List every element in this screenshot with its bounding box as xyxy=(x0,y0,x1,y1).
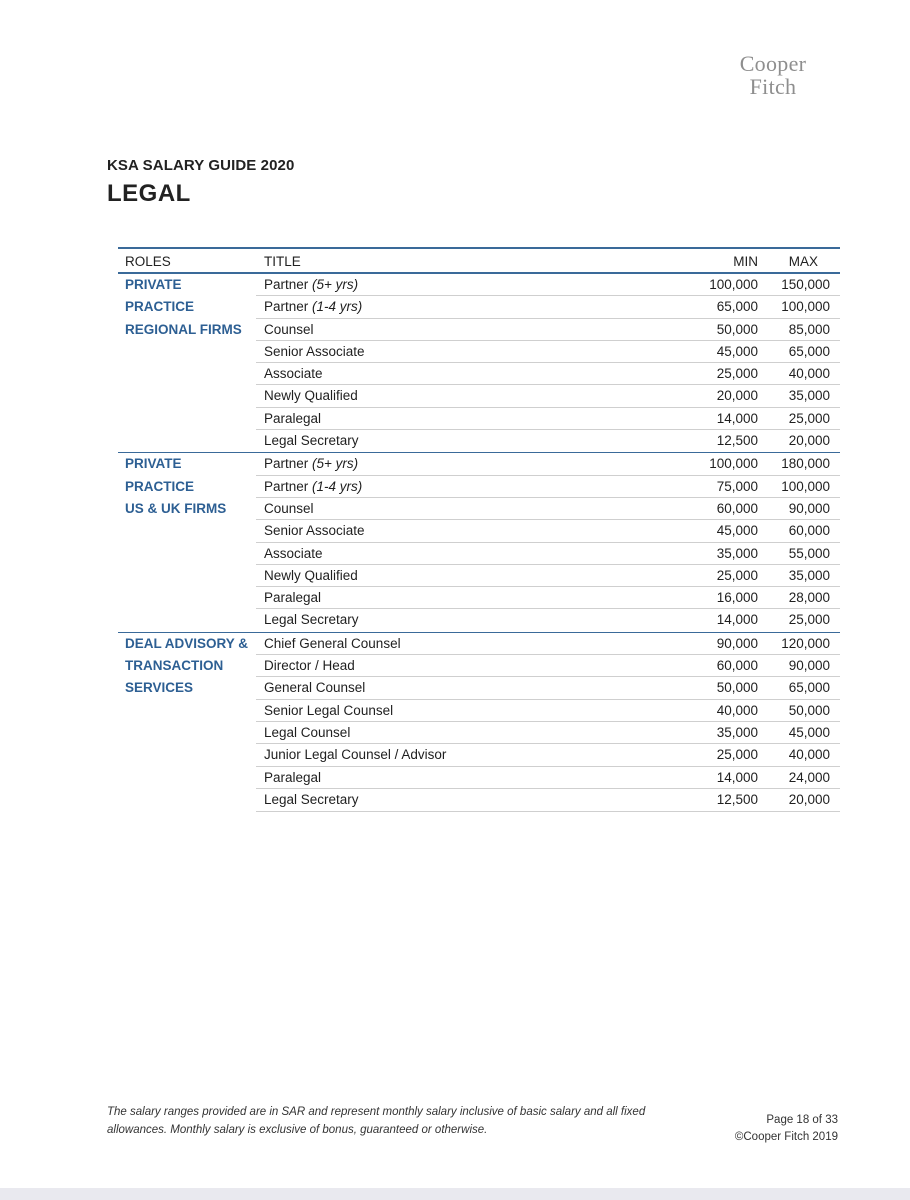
table-row xyxy=(256,789,840,811)
min-salary-cell: 50,000 xyxy=(716,680,758,696)
table-row xyxy=(256,565,840,587)
job-title: Paralegal xyxy=(264,769,322,785)
max-salary-cell: 100,000 xyxy=(781,478,830,494)
table-row xyxy=(256,476,840,498)
job-title-cell xyxy=(264,341,365,363)
table-row xyxy=(256,408,840,430)
max-salary-cell: 60,000 xyxy=(788,523,830,539)
max-salary-cell: 35,000 xyxy=(788,388,830,404)
job-title-cell xyxy=(264,789,359,811)
min-salary-cell: 35,000 xyxy=(716,724,758,740)
job-title-cell xyxy=(264,319,314,341)
table-row xyxy=(256,655,840,677)
max-salary-cell: 20,000 xyxy=(788,433,830,449)
min-salary-cell: 50,000 xyxy=(716,321,758,337)
job-title-cell xyxy=(264,520,365,542)
table-body xyxy=(118,274,840,811)
column-header-max: MAX xyxy=(788,254,818,269)
max-salary-cell: 40,000 xyxy=(788,366,830,382)
job-title-cell xyxy=(264,408,321,430)
job-title: Counsel xyxy=(264,321,314,337)
job-title: Associate xyxy=(264,366,323,382)
max-salary-cell: 65,000 xyxy=(788,343,830,359)
viewer-bottom-bar xyxy=(0,1188,910,1200)
table-row xyxy=(256,767,840,789)
job-title-cell xyxy=(264,274,358,296)
job-title: Newly Qualified xyxy=(264,388,358,404)
min-salary-cell: 14,000 xyxy=(716,769,758,785)
table-row xyxy=(256,430,840,452)
job-title-cell xyxy=(264,385,358,407)
min-salary-cell: 100,000 xyxy=(709,277,758,292)
table-row xyxy=(256,520,840,542)
table-row xyxy=(256,341,840,363)
table-row xyxy=(256,274,840,296)
job-title-cell xyxy=(264,453,358,475)
table-row xyxy=(256,363,840,385)
salary-table xyxy=(118,247,840,812)
job-title: Associate xyxy=(264,545,323,561)
min-salary-cell: 25,000 xyxy=(716,567,758,583)
max-salary-cell: 180,000 xyxy=(781,456,830,472)
job-title-cell xyxy=(264,767,321,789)
max-salary-cell: 20,000 xyxy=(788,791,830,807)
max-salary-cell: 150,000 xyxy=(781,277,830,292)
role-section xyxy=(118,274,840,452)
max-salary-cell: 100,000 xyxy=(781,299,830,315)
logo-line-2: Fitch xyxy=(749,74,797,99)
max-salary-cell: 120,000 xyxy=(781,635,830,651)
table-row xyxy=(256,722,840,744)
job-title-cell xyxy=(264,655,355,677)
job-title: Legal Secretary xyxy=(264,433,359,449)
table-row xyxy=(256,498,840,520)
min-salary-cell: 45,000 xyxy=(716,523,758,539)
copyright: ©Cooper Fitch 2019 xyxy=(734,1131,838,1143)
experience-note: (5+ yrs) xyxy=(312,456,359,472)
role-label-line: US & UK FIRMS xyxy=(125,500,227,516)
max-salary-cell: 45,000 xyxy=(788,724,830,740)
job-title: Counsel xyxy=(264,500,314,516)
table-row xyxy=(256,677,840,699)
max-salary-cell: 24,000 xyxy=(788,769,830,785)
job-title: Newly Qualified xyxy=(264,567,358,583)
role-label xyxy=(125,274,255,341)
role-label-line: PRACTICE xyxy=(125,478,195,494)
job-title-cell xyxy=(264,498,314,520)
table-row xyxy=(256,543,840,565)
table-row xyxy=(256,609,840,631)
job-title: Partner xyxy=(264,277,309,292)
max-salary-cell: 90,000 xyxy=(788,658,830,674)
min-salary-cell: 90,000 xyxy=(716,635,758,651)
experience-note: (5+ yrs) xyxy=(312,277,359,292)
min-salary-cell: 65,000 xyxy=(716,299,758,315)
min-salary-cell: 45,000 xyxy=(716,343,758,359)
job-title: Partner xyxy=(264,456,309,472)
role-section xyxy=(118,632,840,811)
job-title-cell xyxy=(264,609,359,631)
min-salary-cell: 60,000 xyxy=(716,500,758,516)
min-salary-cell: 40,000 xyxy=(716,702,758,718)
job-title: Partner xyxy=(264,478,309,494)
job-title: Senior Associate xyxy=(264,523,365,539)
job-title-cell xyxy=(264,565,358,587)
job-title-cell xyxy=(264,744,446,766)
max-salary-cell: 28,000 xyxy=(788,590,830,606)
role-label-line: PRIVATE xyxy=(125,456,182,472)
max-salary-cell: 25,000 xyxy=(788,410,830,426)
job-title: Legal Secretary xyxy=(264,612,359,628)
table-bottom-rule xyxy=(256,811,840,812)
min-salary-cell: 16,000 xyxy=(716,590,758,606)
max-salary-cell: 65,000 xyxy=(788,680,830,696)
guide-subtitle: KSA SALARY GUIDE 2020 xyxy=(107,157,295,174)
job-title: Paralegal xyxy=(264,410,322,426)
max-salary-cell: 55,000 xyxy=(788,545,830,561)
role-label xyxy=(125,453,255,520)
job-title-cell xyxy=(264,677,365,699)
role-label-line: PRIVATE xyxy=(125,277,182,292)
min-salary-cell: 12,500 xyxy=(716,433,758,449)
table-header xyxy=(118,247,840,274)
column-header-min: MIN xyxy=(733,254,758,269)
role-section xyxy=(118,452,840,631)
table-row xyxy=(256,385,840,407)
min-salary-cell: 20,000 xyxy=(716,388,758,404)
table-row xyxy=(256,319,840,341)
min-salary-cell: 100,000 xyxy=(709,456,758,472)
role-label xyxy=(125,633,255,700)
min-salary-cell: 25,000 xyxy=(716,747,758,763)
table-row xyxy=(256,700,840,722)
max-salary-cell: 35,000 xyxy=(788,567,830,583)
table-row xyxy=(256,453,840,475)
table-row xyxy=(256,587,840,609)
max-salary-cell: 85,000 xyxy=(788,321,830,337)
job-title: Director / Head xyxy=(264,658,355,674)
job-title: Legal Secretary xyxy=(264,791,359,807)
job-title-cell xyxy=(264,363,323,385)
job-title: Partner xyxy=(264,299,309,315)
job-title: Paralegal xyxy=(264,590,322,606)
max-salary-cell: 50,000 xyxy=(788,702,830,718)
job-title-cell xyxy=(264,633,401,655)
job-title-cell xyxy=(264,722,350,744)
job-title: Senior Associate xyxy=(264,343,365,359)
job-title-cell xyxy=(264,700,393,722)
table-row xyxy=(256,633,840,655)
table-row xyxy=(256,744,840,766)
job-title-cell xyxy=(264,430,359,452)
min-salary-cell: 14,000 xyxy=(716,612,758,628)
table-row xyxy=(256,296,840,318)
min-salary-cell: 75,000 xyxy=(716,478,758,494)
role-label-line: REGIONAL FIRMS xyxy=(125,321,242,337)
page-info xyxy=(735,1112,838,1146)
max-salary-cell: 25,000 xyxy=(788,612,830,628)
max-salary-cell: 90,000 xyxy=(788,500,830,516)
job-title-cell xyxy=(264,543,323,565)
job-title: General Counsel xyxy=(264,680,366,696)
min-salary-cell: 35,000 xyxy=(716,545,758,561)
min-salary-cell: 12,500 xyxy=(716,791,758,807)
job-title: Legal Counsel xyxy=(264,724,351,740)
experience-note: (1-4 yrs) xyxy=(312,478,363,494)
salary-footnote: The salary ranges provided are in SAR and represent monthly salary inclusive of basic salary and all fixed allowances. Monthly salary is exclusive of bonus, guaranteed or otherwise. xyxy=(107,1106,646,1136)
role-label-line: SERVICES xyxy=(125,680,194,696)
min-salary-cell: 25,000 xyxy=(716,366,758,382)
cooper-fitch-logo xyxy=(728,52,818,98)
column-header-roles: ROLES xyxy=(125,254,171,269)
page-number: Page 18 of 33 xyxy=(766,1114,838,1126)
experience-note: (1-4 yrs) xyxy=(312,299,363,315)
job-title: Junior Legal Counsel / Advisor xyxy=(264,747,447,763)
role-label-line: TRANSACTION xyxy=(125,658,224,674)
job-title-cell xyxy=(264,296,362,318)
job-title-cell xyxy=(264,476,362,498)
page-title: LEGAL xyxy=(107,180,191,207)
max-salary-cell: 40,000 xyxy=(788,747,830,763)
role-label-line: DEAL ADVISORY & xyxy=(125,635,249,651)
logo-line-1: Cooper xyxy=(739,51,807,76)
job-title: Chief General Counsel xyxy=(264,635,401,651)
job-title: Senior Legal Counsel xyxy=(264,702,394,718)
min-salary-cell: 60,000 xyxy=(716,658,758,674)
role-label-line: PRACTICE xyxy=(125,299,195,315)
column-header-title: TITLE xyxy=(264,254,301,269)
min-salary-cell: 14,000 xyxy=(716,410,758,426)
job-title-cell xyxy=(264,587,321,609)
